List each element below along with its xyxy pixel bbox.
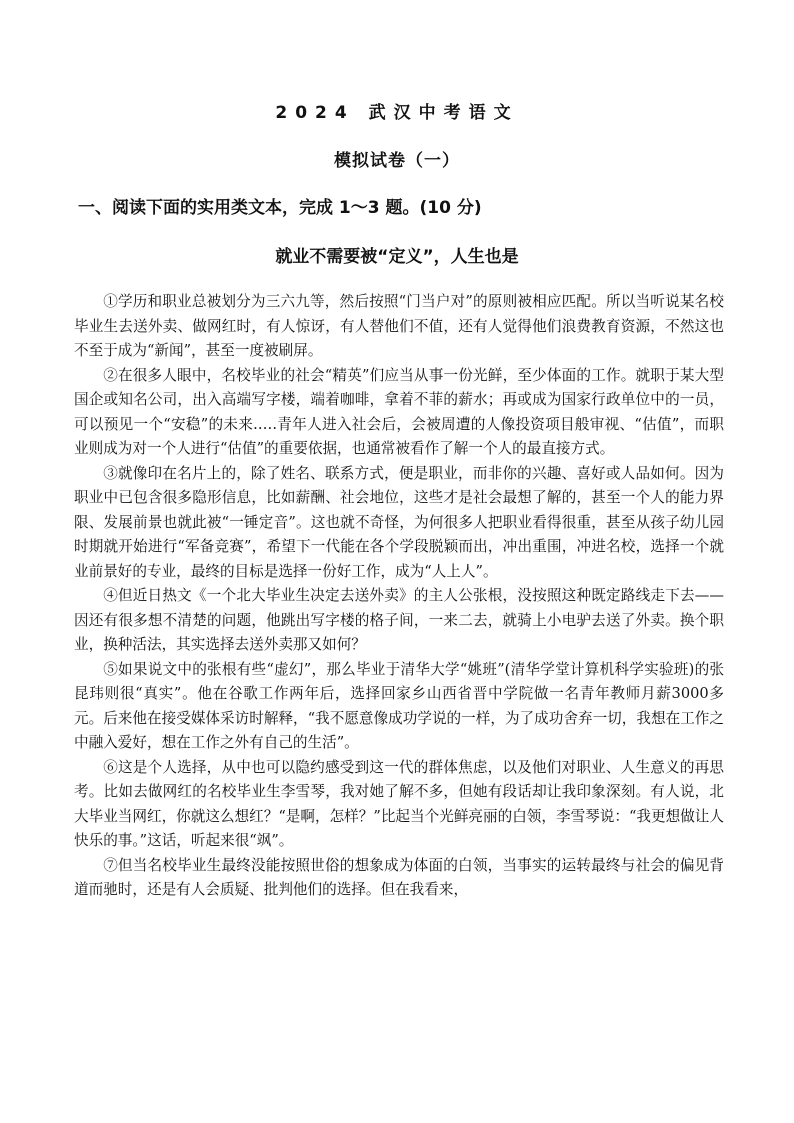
section-heading: 一、阅读下面的实用类文本，完成 1～3 题。(10 分) (78, 198, 482, 218)
paragraph-3: ③就像印在名片上的，除了姓名、联系方式，便是职业，而非你的兴趣、喜好或人品如何。因为职业中已包含很多隐形信息，比如薪酬、社会地位，这些才是社会最想了解的，甚至一个人的能力界限、发展前景也就此被“一锤定音”。这也就不奇怪，为何很多人把职业看得很重，甚至从孩子幼儿园时期就开始进行“军备竞赛”，希望下一代能在各个学段脱颖而出，冲出重围，冲进名校，选择一个就业前景好的专业，最终的目标是选择一份好工作，成为“人上人”。 (74, 464, 724, 580)
paragraph-1: ①学历和职业总被划分为三六九等，然后按照“门当户对”的原则被相应匹配。所以当听说某名校毕业生去送外卖、做网红时，有人惊讶，有人替他们不值，还有人觉得他们浪费教育资源，不然这也不至于成为“新闻”，甚至一度被刷屏。 (74, 293, 724, 359)
article-body (74, 290, 724, 903)
article-title: 就业不需要被“定义”，人生也是 (275, 247, 519, 267)
exam-title: 2024 武汉中考语文 (275, 103, 519, 123)
paragraph-5: ⑤如果说文中的张根有些“虚幻”，那么毕业于清华大学“姚班”(清华学堂计算机科学实验班)的张昆玮则很“真实”。他在谷歌工作两年后，选择回家乡山西省晋中学院做一名青年教师月薪3000多元。后来他在接受媒体采访时解释，“我不愿意像成功学说的一样，为了成功舍弃一切，我想在工作之中融入爱好，想在工作之外有自己的生活”。 (74, 660, 724, 751)
paragraph-7: ⑦但当名校毕业生最终没能按照世俗的想象成为体面的白领，当事实的运转最终与社会的偏见背道而驰时，还是有人会质疑、批判他们的选择。但在我看来， (74, 856, 724, 898)
paragraph-2: ②在很多人眼中，名校毕业的社会“精英”们应当从事一份光鲜，至少体面的工作。就职于某大型国企或知名公司，出入高端写字楼，端着咖啡，拿着不菲的薪水；再或成为国家行政单位中的一员，可以预见一个“安稳”的未来.….青年人进入社会后，会被周遭的人像投资项目般审视、“估值”，而职业则成为对一个人进行“估值”的重要依据，也通常被看作了解一个人的最直接方式。 (74, 366, 724, 457)
exam-subtitle: 模拟试卷（一） (334, 151, 460, 171)
paragraph-6: ⑥这是个人选择，从中也可以隐约感受到这一代的群体焦虑，以及他们对职业、人生意义的再思考。比如去做网红的名校毕业生李雪琴，我对她了解不多，但她有段话却让我印象深刻。有人说，北大毕业当网红，你就这么想红？“是啊，怎样？”比起当个光鲜亮丽的白领，李雪琴说：“我更想做让人快乐的事。”这话，听起来很“飒”。 (74, 758, 724, 849)
paragraph-4: ④但近日热文《一个北大毕业生决定去送外卖》的主人公张根，没按照这种既定路线走下去——因还有很多想不清楚的问题，他跳出写字楼的格子间，一来二去，就骑上小电驴去送了外卖。换个职业，换种活法，其实选择去送外卖那又如何？ (74, 587, 724, 653)
